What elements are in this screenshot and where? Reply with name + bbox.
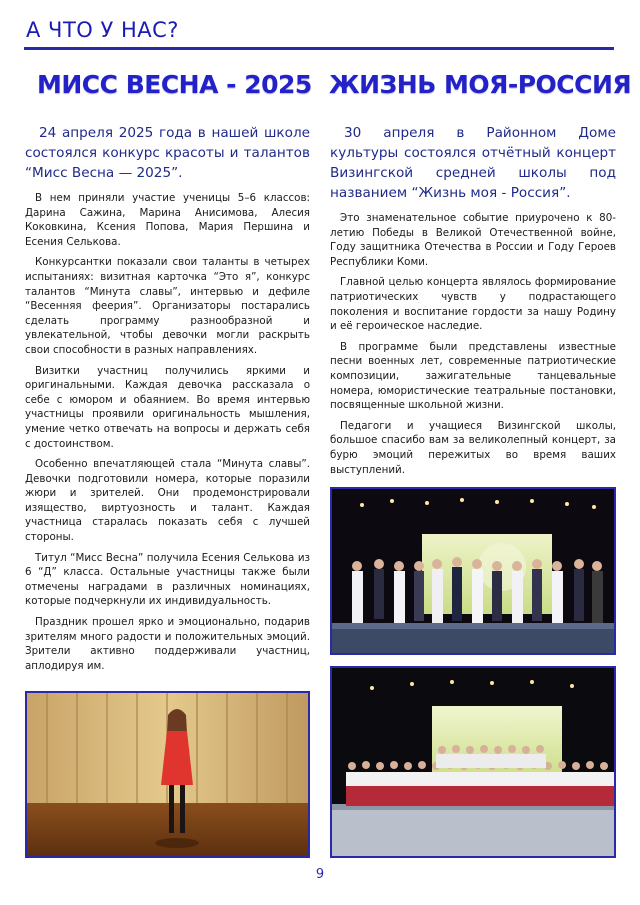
- article-paragraph: Это знаменательное событие приурочено к 80-летию Победы в Великой Отечественной войне, Году защитника Отечества в России и Году Героев Республики Коми.: [330, 212, 616, 268]
- article-title-miss-vesna: МИСС ВЕСНА - 2025: [37, 70, 312, 99]
- page-number: 9: [315, 867, 325, 882]
- performer-image: [27, 693, 308, 856]
- article-paragraph: Визитки участниц получились яркими и оригинальными. Каждая девочка рассказала о себе с юмором и обаянием. Во время интервью участницы проявили оригинальность мышления, умение четко отвечать на вопросы и держать себя с достоинством.: [25, 364, 310, 450]
- choir-stage-image: [332, 668, 614, 856]
- concert-photo-2: [330, 666, 616, 858]
- article-paragraph: Титул “Мисс Весна” получила Есения Селькова из 6 “Д” класса. Остальные участницы также были отмечены наградами в различных номинациях, которые подчеркнули их индивидуальность.: [25, 551, 310, 608]
- article-lead: 30 апреля в Районном Доме культуры состоялся отчётный концерт Визингской средней школы под названием “Жизнь моя - Россия”.: [330, 125, 616, 201]
- article-miss-vesna: [25, 123, 310, 679]
- article-paragraph: Праздник прошел ярко и эмоционально, подарив зрителям много радости и положительных эмоций. Зрители активно поддерживали участниц, аплодируя им.: [25, 616, 310, 672]
- concert-photo-1: [330, 487, 616, 655]
- article-title-zhizn-moya-rossiya: ЖИЗНЬ МОЯ-РОССИЯ: [329, 70, 632, 99]
- article-paragraph: В нем приняли участие ученицы 5–6 классов: Дарина Сажина, Марина Анисимова, Алесия Коковкина, Ксения Попова, Мария Першина и Есения Селькова.: [25, 192, 310, 248]
- article-paragraph: Педагоги и учащиеся Визингской школы, большое спасибо вам за великолепный концерт, за бурю эмоций пережитых во время ваших выступлений.: [330, 419, 616, 476]
- concert-stage-image: [332, 489, 614, 653]
- article-lead: 24 апреля 2025 года в нашей школе состоялся конкурс красоты и талантов “Мисс Весна — 2025”.: [25, 125, 310, 181]
- article-paragraph: Главной целью концерта являлось формирование патриотических чувств у подрастающего поколения и воспитание гордости за нашу Родину и её героическое наследие.: [330, 276, 616, 333]
- article-paragraph: Особенно впечатляющей стала “Минута славы”. Девочки подготовили номера, которые поразили жюри и зрителей. Они продемонстрировали изящество, виртуозность и талант. Каждая участница старалась показать себя с лучшей стороны.: [25, 458, 310, 544]
- article-paragraph: Конкурсантки показали свои таланты в четырех испытаниях: визитная карточка “Это я”, конкурс талантов “Минута славы”, интервью и дефиле “Весенняя феерия”. Организаторы постарались сделать программу разнообразной и увлекательной, чтобы девочки могли раскрыть свои способности в разных направлениях.: [25, 256, 310, 356]
- header-divider: [24, 47, 614, 50]
- article-zhizn-moya-rossiya: [330, 123, 616, 483]
- article-paragraph: В программе были представлены известные песни военных лет, современные патриотические композиции, зажигательные танцевальные номера, юмористические театральные постановки, посвященные школьной жизни.: [330, 340, 616, 412]
- section-header: А ЧТО У НАС?: [26, 18, 179, 42]
- miss-vesna-photo: [25, 691, 310, 858]
